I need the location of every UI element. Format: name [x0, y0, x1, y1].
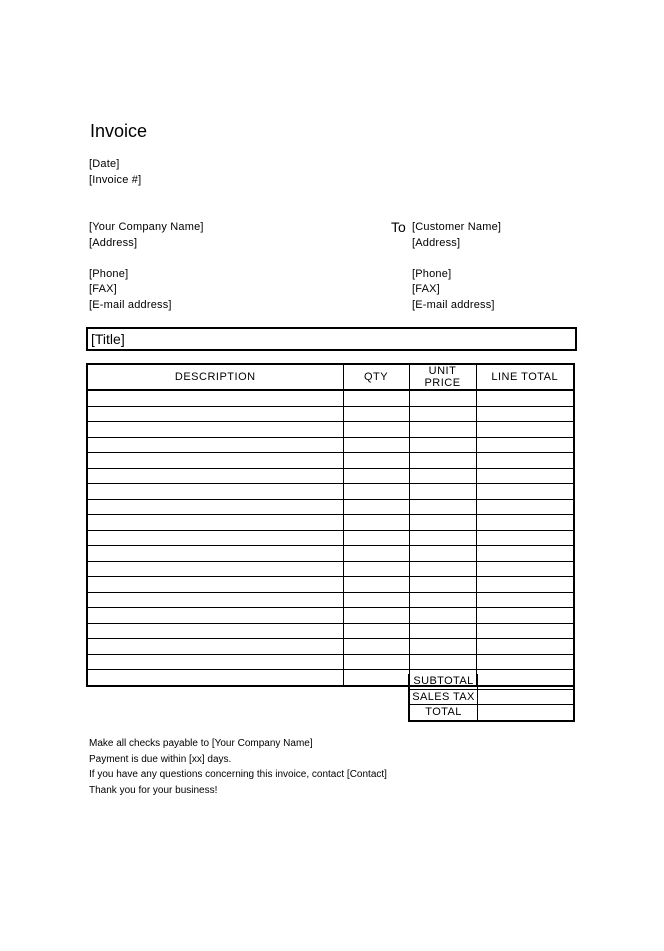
description-cell[interactable]	[87, 453, 343, 469]
description-cell[interactable]	[87, 468, 343, 484]
line-total-cell[interactable]	[476, 499, 574, 515]
table-row	[87, 546, 574, 562]
line-total-cell[interactable]	[476, 530, 574, 546]
total-label: TOTAL	[409, 705, 478, 721]
qty-cell[interactable]	[343, 499, 409, 515]
total-row	[409, 705, 574, 721]
description-cell[interactable]	[87, 608, 343, 624]
qty-cell[interactable]	[343, 390, 409, 406]
table-row	[87, 623, 574, 639]
line-total-cell[interactable]	[476, 608, 574, 624]
description-cell[interactable]	[87, 592, 343, 608]
unit-price-cell[interactable]	[409, 608, 476, 624]
qty-cell[interactable]	[343, 561, 409, 577]
line-total-cell[interactable]	[476, 546, 574, 562]
sender-email: [E-mail address]	[89, 298, 172, 311]
table-header-row	[87, 364, 574, 390]
description-cell[interactable]	[87, 499, 343, 515]
title-field-text: [Title]	[91, 331, 125, 347]
qty-cell[interactable]	[343, 577, 409, 593]
line-items-table	[86, 363, 575, 687]
table-row	[87, 468, 574, 484]
qty-cell[interactable]	[343, 623, 409, 639]
table-row	[87, 422, 574, 438]
description-cell[interactable]	[87, 530, 343, 546]
unit-price-cell[interactable]	[409, 484, 476, 500]
table-row	[87, 515, 574, 531]
unit-price-cell[interactable]	[409, 406, 476, 422]
qty-cell[interactable]	[343, 468, 409, 484]
line-total-cell[interactable]	[476, 515, 574, 531]
qty-cell[interactable]	[343, 530, 409, 546]
description-cell[interactable]	[87, 639, 343, 655]
description-cell[interactable]	[87, 623, 343, 639]
line-total-cell[interactable]	[476, 592, 574, 608]
total-value[interactable]	[478, 705, 575, 721]
sales-tax-label: SALES TAX	[409, 689, 478, 705]
line-total-cell[interactable]	[476, 623, 574, 639]
unit-price-cell[interactable]	[409, 639, 476, 655]
sales-tax-value[interactable]	[478, 689, 575, 705]
sales-tax-row	[409, 689, 574, 705]
unit-price-cell[interactable]	[409, 437, 476, 453]
recipient-name: [Customer Name]	[412, 221, 502, 233]
sender-block	[89, 220, 204, 313]
invoice-date: [Date]	[89, 158, 120, 170]
qty-cell[interactable]	[343, 608, 409, 624]
to-label: To	[391, 219, 406, 235]
unit-price-cell[interactable]	[409, 530, 476, 546]
recipient-email: [E-mail address]	[412, 298, 495, 311]
sender-company: [Your Company Name]	[89, 221, 204, 233]
description-cell[interactable]	[87, 390, 343, 406]
qty-cell[interactable]	[343, 670, 409, 686]
unit-price-cell[interactable]	[409, 592, 476, 608]
table-row	[87, 608, 574, 624]
subtotal-label: SUBTOTAL	[409, 674, 478, 689]
qty-cell[interactable]	[343, 639, 409, 655]
unit-price-cell[interactable]	[409, 390, 476, 406]
table-row	[87, 654, 574, 670]
unit-price-cell[interactable]	[409, 577, 476, 593]
unit-price-cell[interactable]	[409, 623, 476, 639]
table-row	[87, 577, 574, 593]
header-unit-price: UNIT PRICE	[409, 364, 476, 390]
note-line: Make all checks payable to [Your Company Name]	[89, 738, 313, 749]
recipient-block	[412, 220, 501, 313]
table-row	[87, 499, 574, 515]
table-row	[87, 437, 574, 453]
totals-table	[408, 674, 575, 722]
table-row	[87, 639, 574, 655]
qty-cell[interactable]	[343, 406, 409, 422]
unit-price-cell[interactable]	[409, 422, 476, 438]
description-cell[interactable]	[87, 654, 343, 670]
subtotal-row	[409, 674, 574, 689]
unit-price-cell[interactable]	[409, 546, 476, 562]
unit-price-cell[interactable]	[409, 515, 476, 531]
line-total-cell[interactable]	[476, 639, 574, 655]
invoice-number: [Invoice #]	[89, 174, 142, 186]
sender-address: [Address]	[89, 236, 138, 249]
line-total-cell[interactable]	[476, 484, 574, 500]
unit-price-cell[interactable]	[409, 453, 476, 469]
qty-cell[interactable]	[343, 422, 409, 438]
table-row	[87, 530, 574, 546]
table-row	[87, 592, 574, 608]
qty-cell[interactable]	[343, 592, 409, 608]
note-line: Thank you for your business!	[89, 785, 218, 797]
line-total-cell[interactable]	[476, 577, 574, 593]
invoice-title: Invoice	[90, 121, 148, 141]
header-line-total: LINE TOTAL	[476, 364, 574, 390]
line-total-cell[interactable]	[476, 561, 574, 577]
description-cell[interactable]	[87, 422, 343, 438]
description-cell[interactable]	[87, 515, 343, 531]
table-row	[87, 453, 574, 469]
recipient-fax: [FAX]	[412, 283, 440, 295]
table-row	[87, 484, 574, 500]
table-row	[87, 406, 574, 422]
unit-price-cell[interactable]	[409, 561, 476, 577]
line-total-cell[interactable]	[476, 437, 574, 453]
description-cell[interactable]	[87, 577, 343, 593]
line-total-cell[interactable]	[476, 390, 574, 406]
description-cell[interactable]	[87, 561, 343, 577]
table-row	[87, 561, 574, 577]
description-cell[interactable]	[87, 484, 343, 500]
line-total-cell[interactable]	[476, 406, 574, 422]
unit-price-cell[interactable]	[409, 499, 476, 515]
footer-notes	[89, 736, 387, 799]
unit-price-cell[interactable]	[409, 468, 476, 484]
qty-cell[interactable]	[343, 546, 409, 562]
table-row	[87, 390, 574, 406]
header-qty: QTY	[343, 364, 409, 390]
description-cell[interactable]	[87, 437, 343, 453]
header-description: DESCRIPTION	[87, 364, 343, 390]
line-total-cell[interactable]	[476, 422, 574, 438]
sender-fax: [FAX]	[89, 283, 117, 295]
qty-cell[interactable]	[343, 515, 409, 531]
line-total-cell[interactable]	[476, 453, 574, 469]
qty-cell[interactable]	[343, 484, 409, 500]
qty-cell[interactable]	[343, 437, 409, 453]
subtotal-value[interactable]	[478, 674, 575, 689]
line-total-cell[interactable]	[476, 468, 574, 484]
qty-cell[interactable]	[343, 453, 409, 469]
qty-cell[interactable]	[343, 654, 409, 670]
description-cell[interactable]	[87, 406, 343, 422]
recipient-phone: [Phone]	[412, 267, 452, 280]
unit-price-cell[interactable]	[409, 654, 476, 670]
description-cell[interactable]	[87, 546, 343, 562]
description-cell[interactable]	[87, 670, 343, 686]
note-line: Payment is due within [xx] days.	[89, 753, 232, 765]
line-total-cell[interactable]	[476, 654, 574, 670]
note-line: If you have any questions concerning this invoice, contact [Contact]	[89, 769, 387, 781]
sender-phone: [Phone]	[89, 267, 129, 280]
recipient-address: [Address]	[412, 236, 461, 249]
title-field[interactable]	[86, 327, 577, 351]
